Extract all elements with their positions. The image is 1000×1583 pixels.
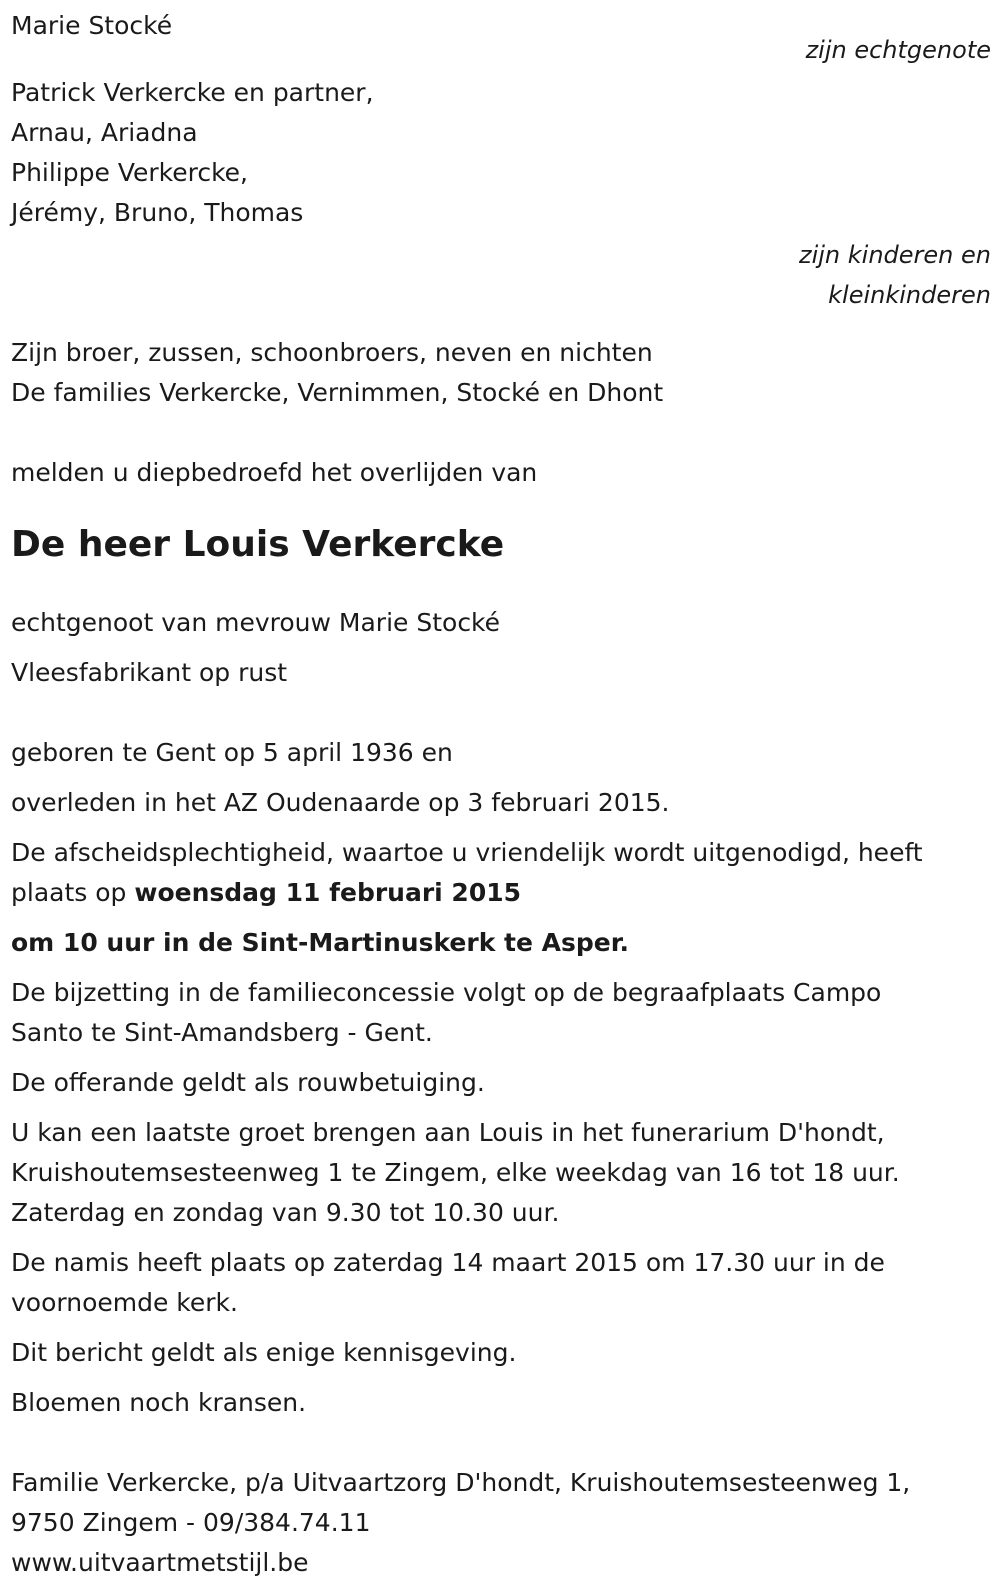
widow-role: zijn echtgenote bbox=[805, 36, 991, 64]
obituary-notice bbox=[11, 6, 991, 1583]
announcement: melden u diepbedroefd het overlijden van bbox=[11, 458, 538, 487]
offering-note: De offerande geldt als rouwbetuiging. bbox=[11, 1068, 485, 1097]
relatives-line-2: De families Verkercke, Vernimmen, Stocké en Dhont bbox=[11, 378, 664, 407]
footer-address-line-1: Familie Verkercke, p/a Uitvaartzorg D'hondt, Kruishoutemsesteenweg 1, bbox=[11, 1468, 911, 1497]
burial-line-2: Santo te Sint-Amandsberg - Gent. bbox=[11, 1018, 433, 1047]
widow-name: Marie Stocké bbox=[11, 11, 173, 40]
child-line-2: Arnau, Ariadna bbox=[11, 118, 198, 147]
children-role-line-1: zijn kinderen en bbox=[799, 241, 991, 269]
deceased-name: De heer Louis Verkercke bbox=[11, 524, 505, 565]
deceased-occupation: Vleesfabrikant op rust bbox=[11, 658, 288, 687]
footer-address-line-2: 9750 Zingem - 09/384.74.11 bbox=[11, 1508, 371, 1537]
burial-line-1: De bijzetting in de familieconcessie volgt op de begraafplaats Campo bbox=[11, 978, 882, 1007]
ceremony-prefix: plaats op bbox=[11, 878, 135, 907]
footer-website-link[interactable]: www.uitvaartmetstijl.be bbox=[11, 1548, 309, 1577]
namis-line-1: De namis heeft plaats op zaterdag 14 maart 2015 om 17.30 uur in de bbox=[11, 1248, 885, 1277]
visitation-line-2: Kruishoutemsesteenweg 1 te Zingem, elke weekdag van 16 tot 18 uur. bbox=[11, 1158, 900, 1187]
namis-line-2: voornoemde kerk. bbox=[11, 1288, 238, 1317]
child-line-4: Jérémy, Bruno, Thomas bbox=[11, 198, 304, 227]
ceremony-intro: De afscheidsplechtigheid, waartoe u vriendelijk wordt uitgenodigd, heeft bbox=[11, 838, 923, 867]
children-role-line-2: kleinkinderen bbox=[828, 281, 991, 309]
child-line-1: Patrick Verkercke en partner, bbox=[11, 78, 374, 107]
deceased-spouse: echtgenoot van mevrouw Marie Stocké bbox=[11, 608, 501, 637]
death-info: overleden in het AZ Oudenaarde op 3 februari 2015. bbox=[11, 788, 670, 817]
ceremony-place: om 10 uur in de Sint-Martinuskerk te Asper. bbox=[11, 928, 629, 957]
burial-paragraph bbox=[11, 973, 991, 1053]
flowers-note: Bloemen noch kransen. bbox=[11, 1388, 307, 1417]
ceremony-date: woensdag 11 februari 2015 bbox=[134, 878, 522, 907]
visitation-paragraph bbox=[11, 1113, 991, 1233]
visitation-line-1: U kan een laatste groet brengen aan Louis in het funerarium D'hondt, bbox=[11, 1118, 885, 1147]
relatives-line-1: Zijn broer, zussen, schoonbroers, neven en nichten bbox=[11, 338, 653, 367]
ceremony-date-line bbox=[11, 873, 991, 913]
visitation-line-3: Zaterdag en zondag van 9.30 tot 10.30 uur. bbox=[11, 1198, 560, 1227]
ceremony-paragraph bbox=[11, 833, 991, 913]
notice-note: Dit bericht geldt als enige kennisgeving. bbox=[11, 1338, 517, 1367]
namis-paragraph bbox=[11, 1243, 991, 1323]
birth-info: geboren te Gent op 5 april 1936 en bbox=[11, 738, 453, 767]
child-line-3: Philippe Verkercke, bbox=[11, 158, 248, 187]
